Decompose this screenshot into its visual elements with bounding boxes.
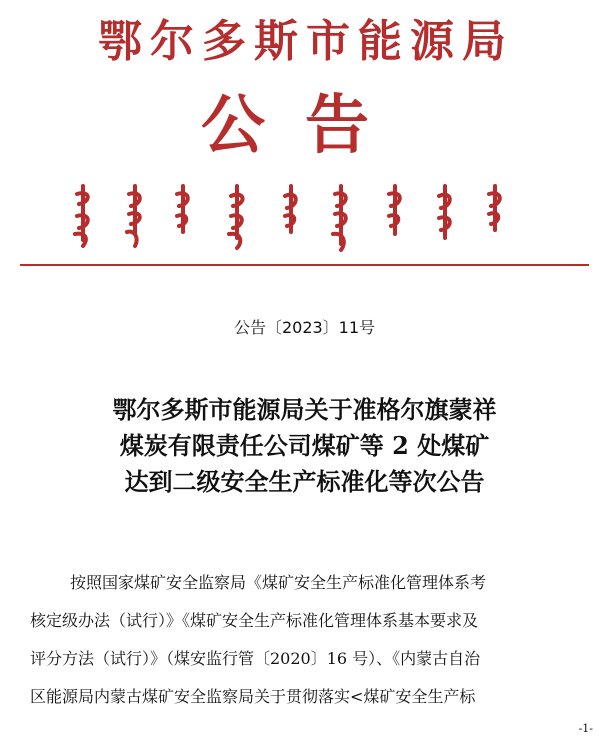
- body-line: 按照国家煤矿安全监察局《煤矿安全生产标准化管理体系考: [70, 573, 487, 592]
- body-line: 区能源局内蒙古煤矿安全监察局关于贯彻落实<煤矿安全生产标: [30, 687, 476, 706]
- body-line: 评分方法（试行）》（煤安监行管〔2020〕16 号）、《内蒙古自治: [30, 649, 481, 668]
- page-number: -1-: [578, 722, 593, 735]
- notice-heading: 公告: [201, 88, 409, 163]
- document-title: [0, 392, 609, 500]
- title-line: 鄂尔多斯市能源局关于准格尔旗蒙祥: [112, 395, 497, 424]
- title-line: 煤炭有限责任公司煤矿等 2 处煤矿: [119, 431, 490, 460]
- body-line: 核定级办法（试行）》《煤矿安全生产标准化管理体系基本要求及: [30, 611, 479, 630]
- mongolian-script-title: [55, 178, 555, 258]
- agency-title: 鄂尔多斯市能源局: [98, 16, 514, 67]
- body-text: [30, 564, 579, 716]
- header-red-rule: [20, 264, 589, 266]
- mongolian-script-image: [55, 178, 555, 258]
- title-line: 达到二级安全生产标准化等次公告: [124, 467, 485, 496]
- document-number: 公告〔2023〕11号: [233, 318, 376, 337]
